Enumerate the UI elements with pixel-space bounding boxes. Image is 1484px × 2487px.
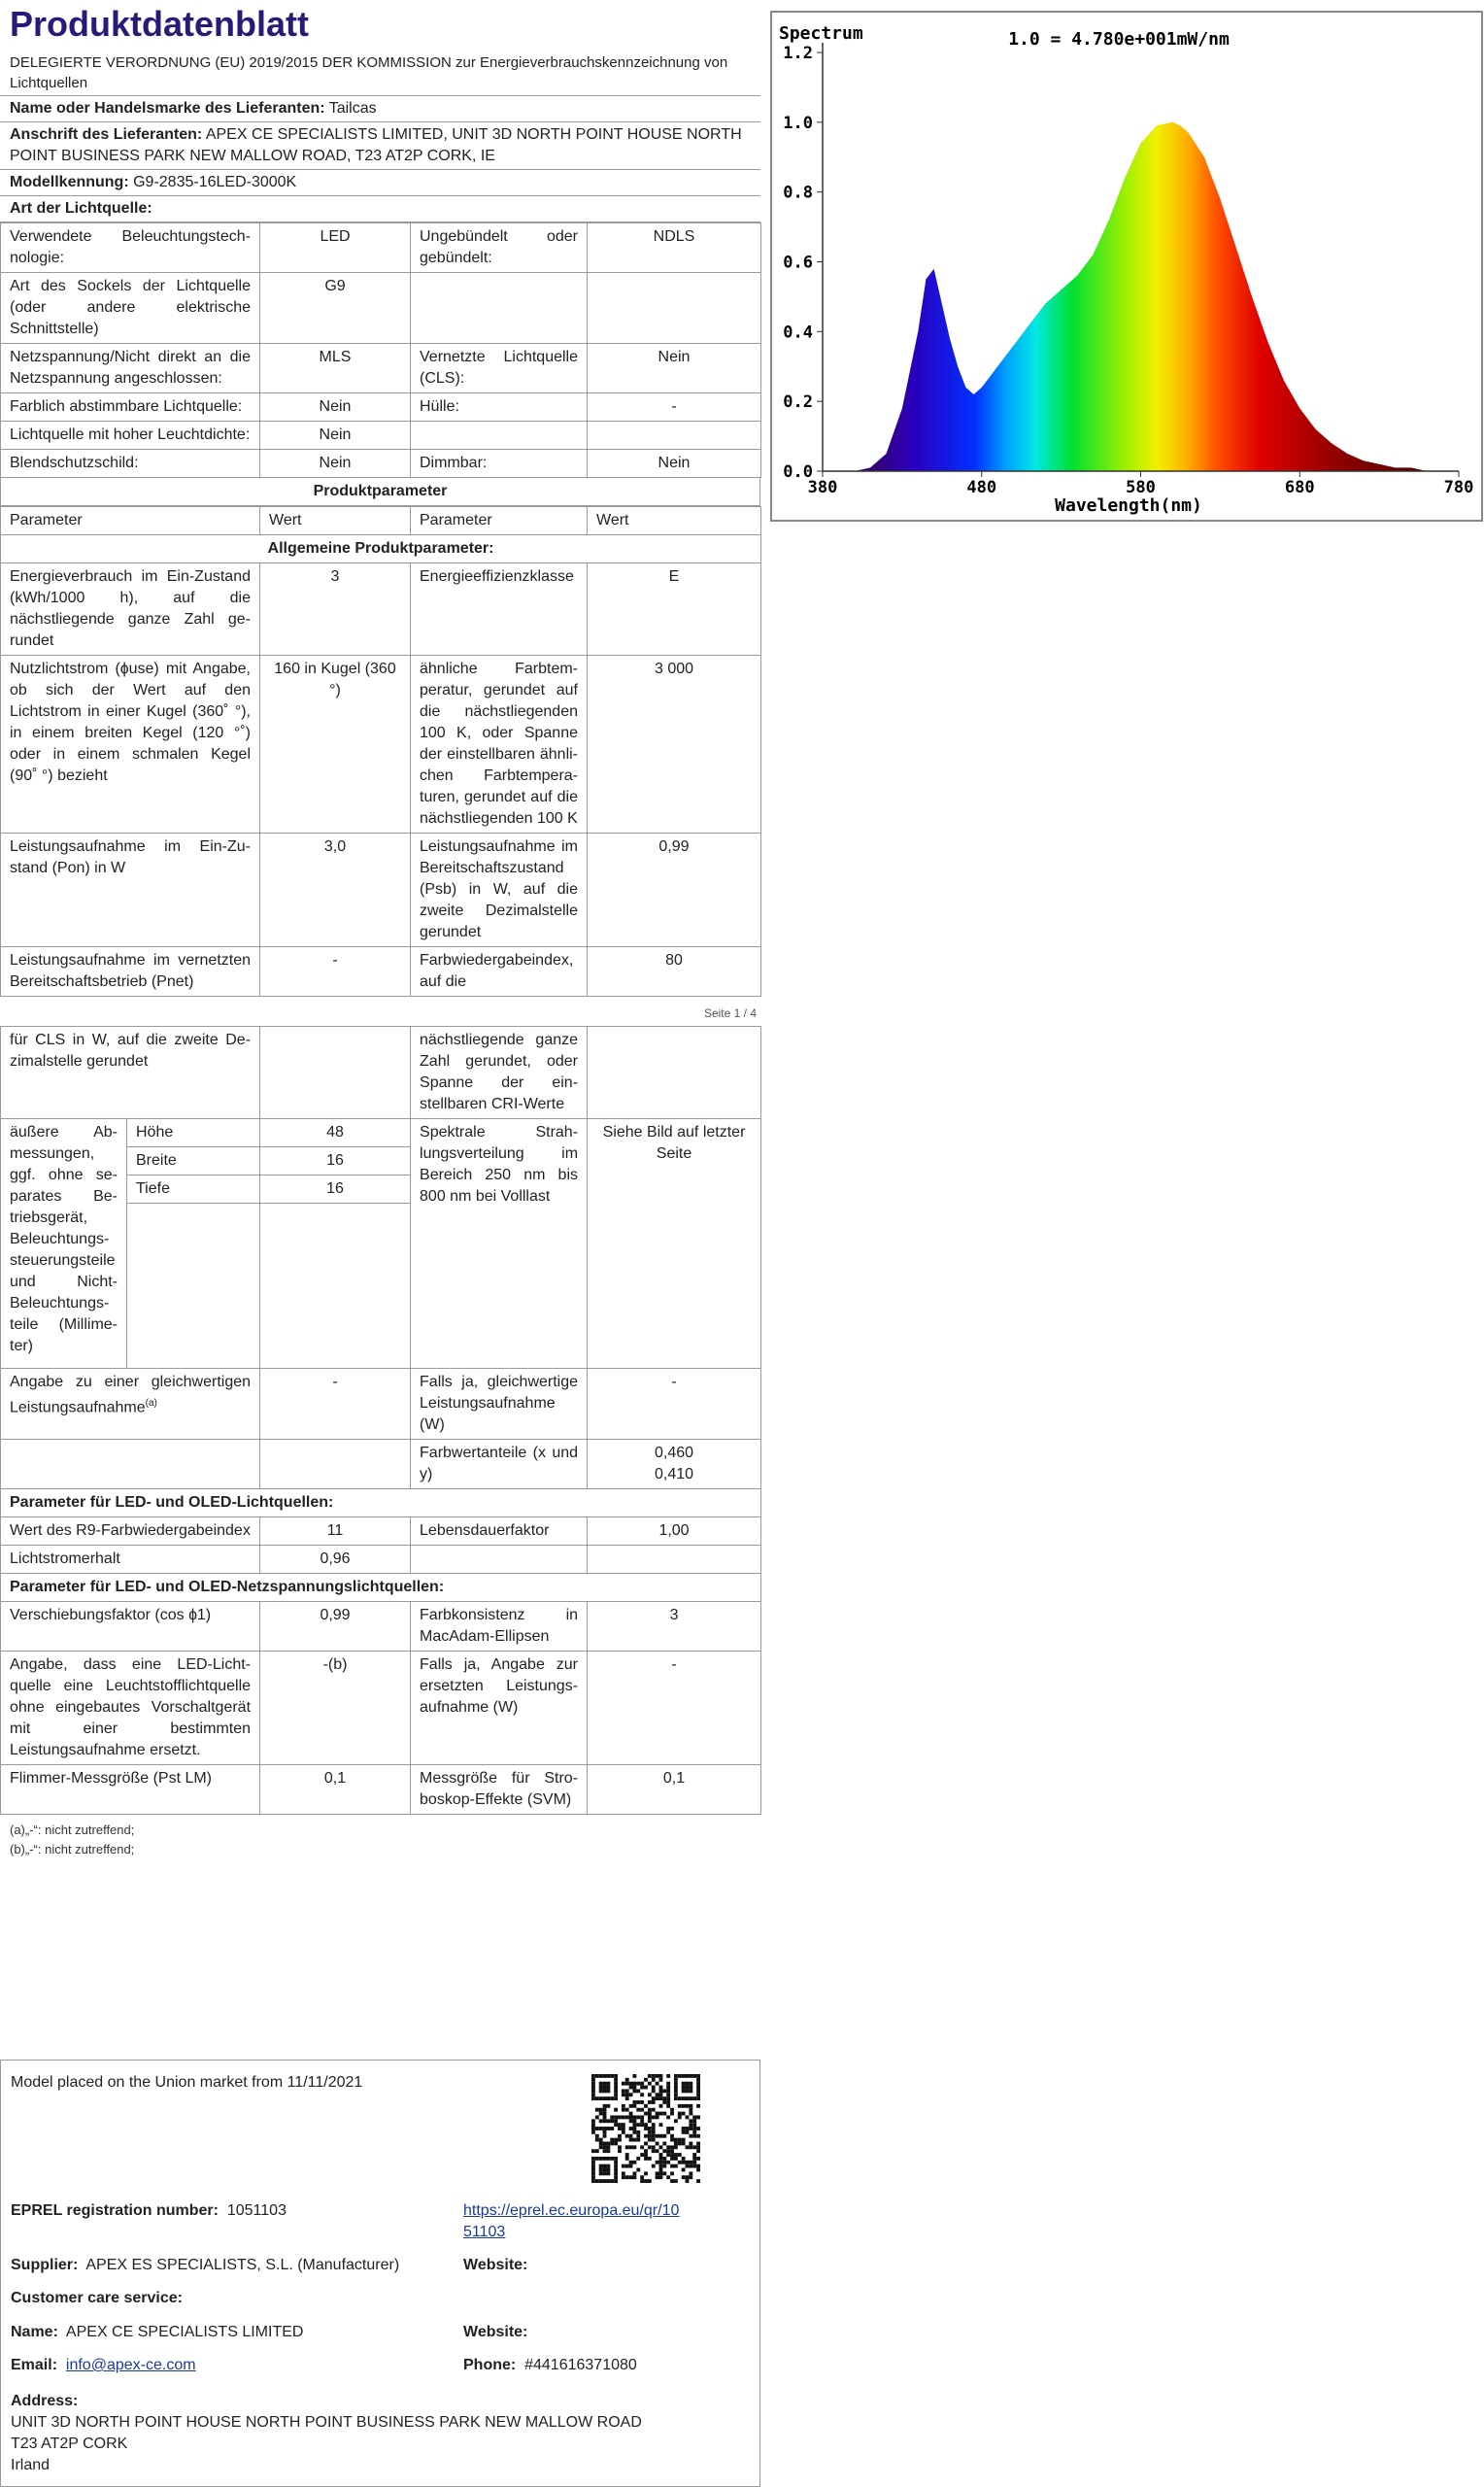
model-label: Modellkennung: [10,174,129,190]
supplier-name-row [0,96,760,122]
table-cell: Art des Sockels der Lichtquelle (oder andere elektrische Schnittstelle) [1,273,260,344]
table-cell: Leistungsaufnahme im vernetzten Bereitschaftsbetrieb (Pnet) [1,947,260,997]
eprel-footer [0,2060,760,2487]
light-source-type-heading: Art der Lichtquelle: [0,196,760,222]
table-cell [260,1027,411,1119]
y-tick-label: 0.0 [783,462,813,482]
table-cell: Nein [260,450,411,478]
table-cell: Nein [588,450,761,478]
table-cell: LED [260,223,411,273]
table-row [1,656,761,834]
lumen-maintenance-label: Lichtstromerhalt [1,1546,260,1574]
r9-label: Wert des R9-Farbwiedergabeindex [1,1517,260,1546]
y-tick-label: 1.2 [783,44,813,63]
table-cell: - [588,1652,761,1765]
table-cell: Blendschutzschild: [1,450,260,478]
website2-label: Website: [463,2324,528,2340]
column-header-row [1,507,761,535]
table-row [1,1546,761,1574]
table-cell: Farblich abstimmbare Lichtquelle: [1,393,260,422]
x-tick-label: 380 [807,478,838,497]
table-cell: Energieverbrauch im Ein-Zustand (kWh/1000 h), auf die nächstliegende ganze Zahl gerundet [1,563,260,656]
page-number: Seite 1 / 4 [703,1006,757,1020]
table-cell: Verwendete Beleuchtungstechnologie: [1,223,260,273]
table-cell: Farbkonsistenz in MacAdam-Ellipsen [411,1602,588,1652]
table-cell: Angabe zu einer gleichwertigen Leistungsaufnahme$^{(a)}$ [1,1369,260,1440]
table-cell: Dimmbar: [411,450,588,478]
table-cell: 160 in Kugel (360 °) [260,656,411,834]
table-cell: Netzspannung/Nicht direkt an die Netzspannung angeschlossen: [1,344,260,393]
supplier-name-label: Name oder Handelsmarke des Lieferanten: [10,100,325,117]
table-cell: 0,1 [260,1765,411,1815]
r9-value: 11 [260,1517,411,1546]
footnote: (a)„-“: nicht zutreffend; [10,1823,135,1837]
x-tick-label: 780 [1443,478,1474,497]
product-params-table-continued [0,1026,761,1815]
table-cell: Falls ja, Angabe zur ersetzten Leistungsaufnahme (W) [411,1652,588,1765]
light-source-type-table [0,222,761,478]
table-cell: - [260,947,411,997]
table-cell: Verschiebungsfaktor (cos ɸ1) [1,1602,260,1652]
table-cell [588,273,761,344]
website-label: Website: [463,2257,528,2273]
table-row [1,1602,761,1652]
table-cell: nächstliegende ganze Zahl gerundet, oder Spanne der einstellbaren CRI-Werte [411,1027,588,1119]
qr-code-icon[interactable] [591,2074,700,2183]
table-cell: Vernetzte Lichtquelle (CLS): [411,344,588,393]
phone-value: #441616371080 [524,2357,637,2373]
product-params-heading: Produktparameter [0,478,760,506]
dimension-value: 16 [260,1147,411,1175]
table-row [1,422,761,450]
spectral-value: Siehe Bild auf letzter Seite [588,1119,761,1369]
table-cell: G9 [260,273,411,344]
table-cell: 3 [260,563,411,656]
table-row [1,1027,761,1119]
regulation-subtitle: DELEGIERTE VERORDNUNG (EU) 2019/2015 DER KOMMISSION zur Energieverbrauchskennzeichnung von Lichtquellen [0,51,760,96]
table-cell [588,1027,761,1119]
table-cell: 3 000 [588,656,761,834]
dimension-value: 16 [260,1175,411,1204]
dimensions-row [1,1119,761,1147]
table-cell: Farbwiedergabeindex, auf die [411,947,588,997]
chart-annotation: 1.0 = 4.780e+001mW/nm [1008,29,1230,50]
page-break [0,997,760,1026]
supplier-address-label: Anschrift des Lieferanten: [10,126,203,143]
table-row [1,1369,761,1440]
table-cell: NDLS [588,223,761,273]
y-tick-label: 0.8 [783,183,813,203]
spectrum-chart [769,10,1484,523]
page-title: Produktdatenblatt [10,4,310,44]
supplier-label: Supplier: [11,2257,79,2273]
table-cell: Lichtquelle mit hoher Leuchtdichte: [1,422,260,450]
address-line: UNIT 3D NORTH POINT HOUSE NORTH POINT BUSINESS PARK NEW MALLOW ROAD [11,2414,642,2431]
dimensions-label: äußere Abmessungen, ggf. ohne separates Betriebsgerät, Beleuchtungssteuerungsteile und Nicht-Beleuchtungsteile (Millimeter) [1,1119,127,1369]
x-tick-label: 680 [1284,478,1315,497]
supplier-address-row [0,122,760,170]
table-cell: Falls ja, gleichwertige Leistungsaufnahme (W) [411,1369,588,1440]
x-axis-label: Wavelength(nm) [1055,495,1202,516]
chromaticity-label: Farbwertanteile (x und y) [411,1440,588,1489]
table-cell [588,422,761,450]
name-value: APEX CE SPECIALISTS LIMITED [65,2324,304,2340]
life-factor-label: Lebensdauerfaktor [411,1517,588,1546]
table-cell: 3,0 [260,834,411,947]
chart-title: Spectrum [779,23,863,44]
y-tick-label: 0.4 [783,323,813,343]
table-cell: Nutzlichtstrom (ɸuse) mit Angabe, ob sich der Wert auf den Lichtstrom in einer Kugel (360˚ °), in einem breiten Kegel (120 °˚) oder in einem schmalen Kegel (90˚ °) bezieht [1,656,260,834]
led-params-heading: Parameter für LED- und OLED-Lichtquellen: [1,1489,761,1517]
col-header: Wert [588,507,761,535]
product-params-table [0,506,761,997]
supplier-value: APEX ES SPECIALISTS, S.L. (Manufacturer) [85,2257,400,2273]
table-row [1,1765,761,1815]
table-row [1,223,761,273]
table-cell: 3 [588,1602,761,1652]
footnotes [0,1815,760,1865]
supplier-address-value: APEX CE SPECIALISTS LIMITED, UNIT 3D NORTH POINT HOUSE NORTH POINT BUSINESS PARK NEW MALLOW ROAD, T23 AT2P CORK, IE [10,126,742,164]
eprel-link[interactable]: https://eprel.ec.europa.eu/qr/10 51103 [463,2202,680,2240]
address-label: Address: [11,2393,79,2409]
col-header: Wert [260,507,411,535]
table-row [1,450,761,478]
table-cell: - [260,1369,411,1440]
table-cell: Nein [260,422,411,450]
market-placement-text: Model placed on the Union market from 11/11/2021 [11,2074,363,2091]
table-cell: 80 [588,947,761,997]
model-row [0,170,760,196]
footnote: (b)„-“: nicht zutreffend; [10,1842,135,1857]
eprel-number: 1051103 [226,2202,287,2219]
dimension-name: Breite [127,1147,260,1175]
table-cell: - [588,393,761,422]
dimension-name: Höhe [127,1119,260,1147]
table-cell: - [588,1369,761,1440]
table-row [1,563,761,656]
name-label: Name: [11,2324,58,2340]
table-cell: 0,1 [588,1765,761,1815]
phone-label: Phone: [463,2357,517,2373]
customer-care-label: Customer care service: [11,2290,183,2306]
table-cell: MLS [260,344,411,393]
table-row [1,393,761,422]
chromaticity-row [1,1440,761,1489]
x-tick-label: 480 [966,478,997,497]
table-cell: 0,99 [260,1602,411,1652]
table-row [1,1652,761,1765]
table-cell [411,422,588,450]
table-cell: Ungebündelt oder gebündelt: [411,223,588,273]
email-label: Email: [11,2357,58,2373]
table-cell: Leistungsaufnahme im Bereitschaftszustand (Psb) in W, auf die zweite Dezimalstelle gerundet [411,834,588,947]
chromaticity-value: 0,460 0,410 [588,1440,761,1489]
general-params-heading: Allgemeine Produktparameter: [1,535,761,563]
model-value: G9-2835-16LED-3000K [133,174,297,190]
dimension-value: 48 [260,1119,411,1147]
col-header: Parameter [1,507,260,535]
email-link[interactable]: info@apex-ce.com [65,2357,196,2373]
datasheet [0,0,760,1865]
table-cell: Angabe, dass eine LED-Lichtquelle eine Leuchtstofflichtquelle ohne eingebautes Vorschaltgerät mit einer bestimmten Leistungsaufnahme ersetzt. [1,1652,260,1765]
mains-params-heading: Parameter für LED- und OLED-Netzspannungslichtquellen: [1,1574,761,1602]
table-cell: Energieeffizienzklasse [411,563,588,656]
y-tick-label: 0.2 [783,392,813,413]
table-cell: Leistungsaufnahme im Ein-Zustand (Pon) in W [1,834,260,947]
table-cell: Hülle: [411,393,588,422]
y-tick-label: 1.0 [783,113,813,133]
x-tick-label: 580 [1126,478,1156,497]
table-cell: Nein [588,344,761,393]
supplier-name-value: Tailcas [328,100,377,117]
table-cell: -(b) [260,1652,411,1765]
table-row [1,344,761,393]
table-cell: für CLS in W, auf die zweite Dezimalstelle gerundet [1,1027,260,1119]
table-row [1,273,761,344]
table-cell: Flimmer-Messgröße (Pst LM) [1,1765,260,1815]
col-header: Parameter [411,507,588,535]
y-tick-label: 0.6 [783,253,813,273]
table-cell: E [588,563,761,656]
address-line: T23 AT2P CORK [11,2436,128,2452]
table-cell: Nein [260,393,411,422]
dimension-name: Tiefe [127,1175,260,1204]
address-line: Irland [11,2457,51,2473]
table-row [1,947,761,997]
life-factor-value: 1,00 [588,1517,761,1546]
table-cell [411,273,588,344]
lumen-maintenance-value: 0,96 [260,1546,411,1574]
eprel-label: EPREL registration number: [11,2202,219,2219]
table-row [1,834,761,947]
table-row [1,1517,761,1546]
spectral-label: Spektrale Strahlungsverteilung im Bereich 250 nm bis 800 nm bei Volllast [411,1119,588,1369]
table-cell: ähnliche Farbtemperatur, gerundet auf die nächstliegenden 100 K, oder Spanne der einstellbaren ähnlichen Farbtemperaturen, gerundet auf die nächstliegenden 100 K [411,656,588,834]
table-cell: 0,99 [588,834,761,947]
table-cell: Messgröße für Stroboskop-Effekte (SVM) [411,1765,588,1815]
